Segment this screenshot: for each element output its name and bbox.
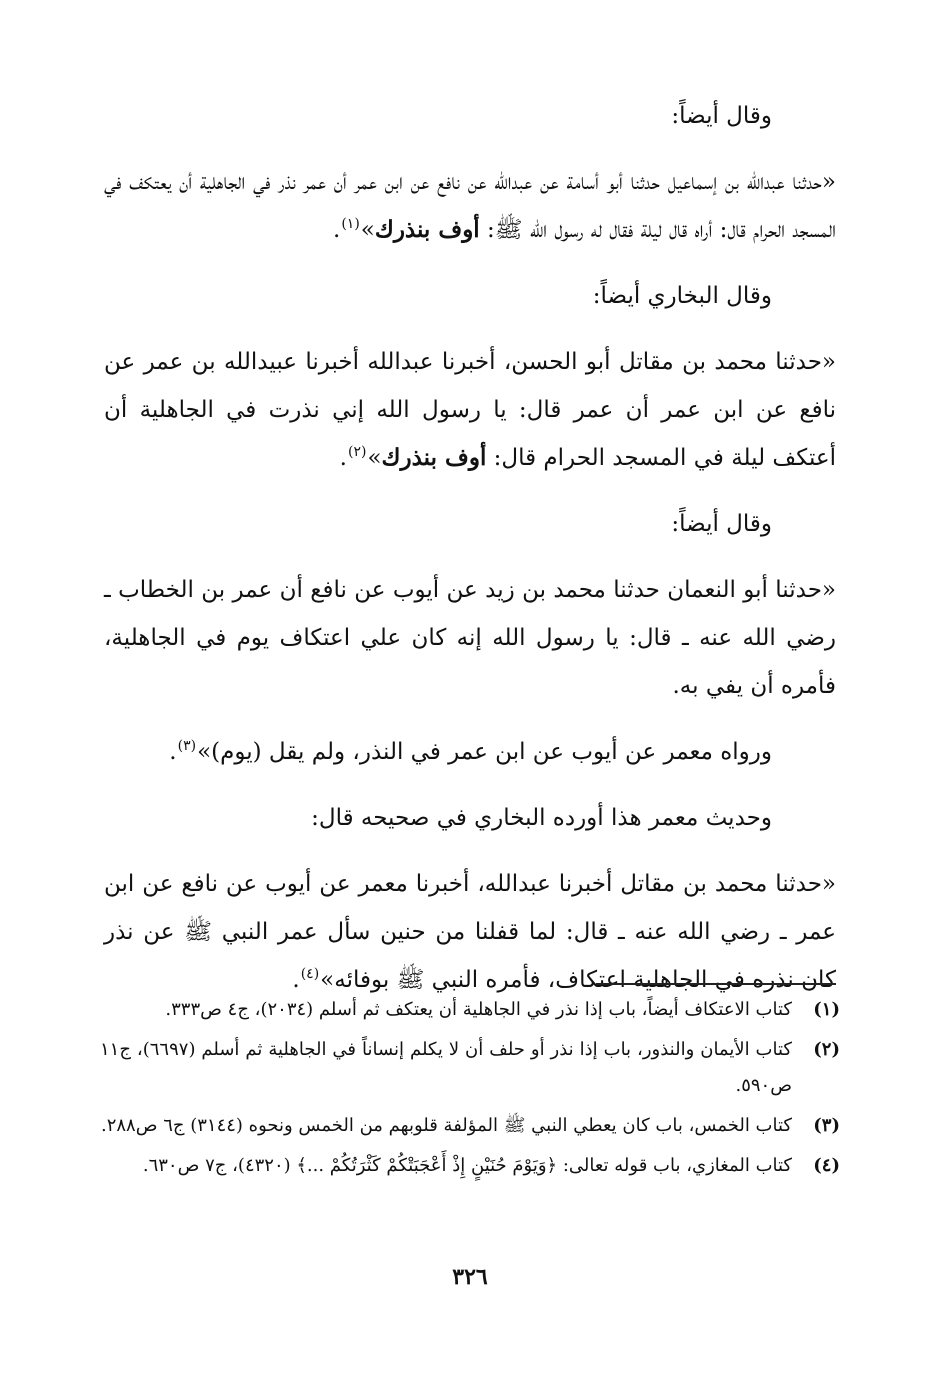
paragraph-5: وقال أيضاً: [671,511,772,537]
footnote-ref-1: (١) [341,216,360,233]
footnote-text: كتاب الاعتكاف أيضاً، باب إذا نذر في الجاهلية أن يعتكف ثم أسلم (٢٠٣٤)، ج٤ ص٣٣٣. [165,999,792,1020]
footnote-number: (٢) [813,1039,840,1060]
footnote-number: (١) [813,999,840,1020]
page-number: ٣٢٦ [452,1264,488,1290]
main-text [104,92,836,1022]
footnote-ref-3: (٣) [177,738,197,755]
footnote-text: كتاب الأيمان والنذور، باب إذا نذر أو حلف أن لا يكلم إنساناً في الجاهلية ثم أسلم (٦٦٩٧)، ج١١ ص٥٩٠. [100,1039,792,1096]
paragraph-7: ورواه معمر عن أيوب عن ابن عمر في النذر، ولم يقل (يوم)»$^{(٣)}$. [169,738,772,765]
paragraph-3: وقال البخاري أيضاً: [592,283,772,309]
footnote-2 [100,1032,840,1104]
paragraph-1: وقال أيضاً: [671,103,772,129]
emphasis-text: أوف بنذرك [374,216,480,243]
paragraph-8: وحديث معمر هذا أورده البخاري في صحيحه قال: [311,805,772,831]
footnote-divider [596,983,836,985]
paragraph-2-hadith: «حدثنا عبدالله بن إسماعيل حدثنا أبو أسامة عن عبدالله عن نافع عن ابن عمر أن عمر نذر في الجاهلية أن يعتكف في المسجد الحرام قال: أراه قال ليلة فقال له رسول الله ﷺ: أوف بنذرك»$^{(١)}$. [104,169,836,243]
footnote-number: (٤) [813,1155,840,1176]
footnote-1 [100,992,840,1028]
paragraph-9-hadith: «حدثنا محمد بن مقاتل أخبرنا عبدالله، أخبرنا معمر عن أيوب عن نافع عن ابن عمر ـ رضي الله عنه ـ قال: لما قفلنا من حنين سأل عمر النبي ﷺ عن نذر كان نذره في الجاهلية اعتكاف، فأمره النبي ﷺ بوفائه»$^{(٤)}$. [104,871,836,993]
paragraph-6-hadith: «حدثنا أبو النعمان حدثنا محمد بن زيد عن أيوب عن نافع أن عمر بن الخطاب ـ رضي الله عنه ـ قال: يا رسول الله إنه كان علي اعتكاف يوم في الجاهلية، فأمره أن يفي به. [104,577,836,699]
emphasis-text: أوف بنذرك [381,444,487,471]
footnote-4 [100,1148,840,1184]
footnotes [100,992,840,1188]
paragraph-4-hadith: «حدثنا محمد بن مقاتل أبو الحسن، أخبرنا عبدالله أخبرنا عبيدالله بن عمر عن نافع عن ابن عمر أن عمر قال: يا رسول الله إني نذرت في الجاهلية أن أعتكف ليلة في المسجد الحرام قال: أوف بنذرك»$^{(٢)}$. [104,349,836,471]
footnote-text: كتاب المغازي، باب قوله تعالى: ﴿وَيَوْمَ حُنَيْنٍ إِذْ أَعْجَبَتْكُمْ كَثْرَتُكُمْ ...﴾ (٤٣٢٠)، ج٧ ص٦٣٠. [142,1155,792,1176]
footnote-ref-2: (٢) [347,444,367,461]
footnote-number: (٣) [813,1115,840,1136]
footnote-3 [100,1108,840,1144]
footnote-ref-4: (٤) [300,966,320,983]
footnote-text: كتاب الخمس، باب كان يعطي النبي ﷺ المؤلفة قلوبهم من الخمس ونحوه (٣١٤٤) ج٦ ص٢٨٨. [100,1115,792,1136]
